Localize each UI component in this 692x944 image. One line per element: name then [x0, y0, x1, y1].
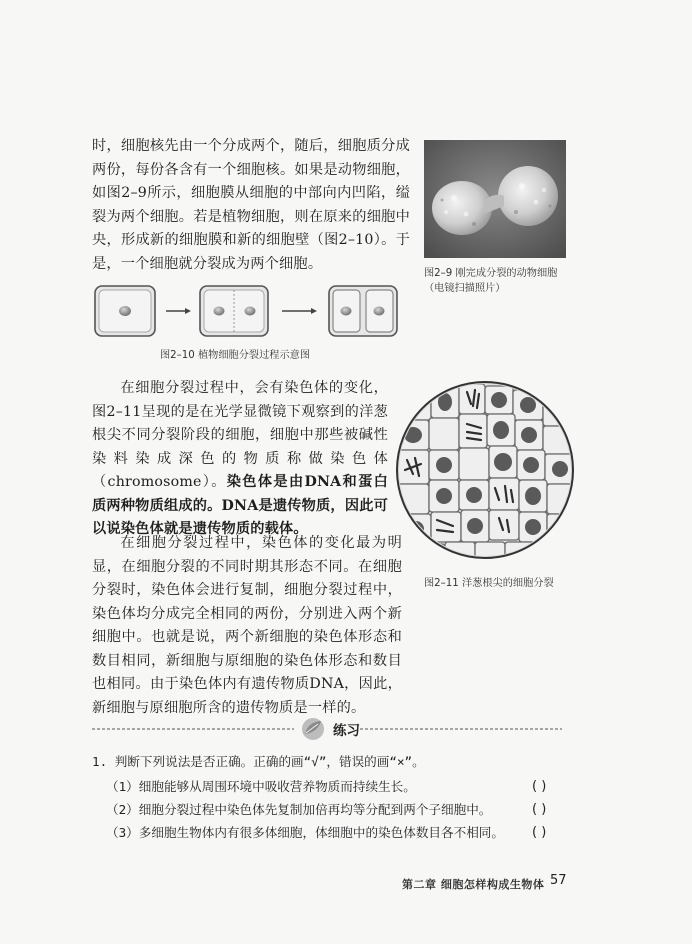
paragraph-chromosome [92, 377, 388, 542]
answer-bracket-2[interactable]: ( ) [532, 802, 547, 817]
answer-bracket-1[interactable]: ( ) [532, 779, 547, 794]
diagram-plant-cell-division [94, 284, 399, 340]
paragraph-chromosome-intro: 在细胞分裂过程中，会有染色体的变化，图2–11呈现的是在光学显微镜下观察到的洋葱根尖不同分裂阶段的细胞，细胞中那些被碱性染料染成深色的物质称做染色体（chromosome）。 [92, 380, 388, 490]
question-1-item-2: （2）细胞分裂过程中染色体先复制加倍再均等分配到两个子细胞中。 [106, 802, 492, 817]
question-1-item-1: （1）细胞能够从周围环境中吸收营养物质而持续生长。 [106, 779, 416, 794]
caption-figure-2-9-line1: 图2–9 刚完成分裂的动物细胞 [424, 268, 558, 279]
arrow-right-icon-2 [282, 308, 317, 314]
micrograph-onion-root-tip [395, 380, 575, 560]
paragraph-chromosome-bold: 染色体是由DNA和蛋白质两种物质组成的。DNA是遗传物质，因此可以说染色体就是遗传物质的载体。 [92, 474, 388, 537]
answer-bracket-3[interactable]: ( ) [532, 825, 547, 840]
paragraph-cell-division: 时，细胞核先由一个分成两个，随后，细胞质分成两份，每份各含有一个细胞核。如果是动物细胞，如图2–9所示，细胞膜从细胞的中部向内凹陷，缢裂为两个细胞。若是植物细胞，则在原来的细胞中央，形成新的细胞膜和新的细胞壁（图2–10）。于是，一个细胞就分裂成为两个细胞。 [92, 138, 410, 272]
footer-page-number: 57 [550, 873, 567, 888]
footer-chapter-title: 第二章 细胞怎样构成生物体 [402, 878, 545, 891]
photo-dividing-animal-cell [424, 140, 566, 258]
caption-figure-2-9 [424, 266, 604, 296]
practice-title: 练习 [333, 723, 360, 739]
caption-figure-2-9-line2: （电镜扫描照片） [424, 283, 506, 294]
stage-1-cell [95, 286, 155, 336]
caption-figure-2-10: 图2–10 植物细胞分裂过程示意图 [160, 350, 311, 361]
practice-leaf-icon [302, 718, 324, 740]
stage-3-cells [329, 286, 397, 336]
paragraph-chromosome-change: 在细胞分裂过程中，染色体的变化最为明显，在细胞分裂的不同时期其形态不同。在细胞分裂时，染色体会进行复制，细胞分裂过程中，染色体均分成完全相同的两份，分别进入两个新细胞中。也就是说，两个新细胞的染色体形态和数目相同，新细胞与原细胞的染色体形态和数目也相同。由于染色体内有遗传物质DNA，因此，新细胞与原细胞所含的遗传物质是一样的。 [92, 535, 402, 716]
question-1-stem: 1. 判断下列说法是否正确。正确的画“√”，错误的画“×”。 [92, 754, 425, 769]
stage-2-cell [200, 286, 268, 336]
arrow-right-icon-1 [166, 308, 191, 314]
practice-section-header [92, 716, 562, 746]
question-1-item-3: （3）多细胞生物体内有很多体细胞，体细胞中的染色体数目各不相同。 [106, 825, 504, 840]
caption-figure-2-11: 图2–11 洋葱根尖的细胞分裂 [424, 578, 554, 589]
